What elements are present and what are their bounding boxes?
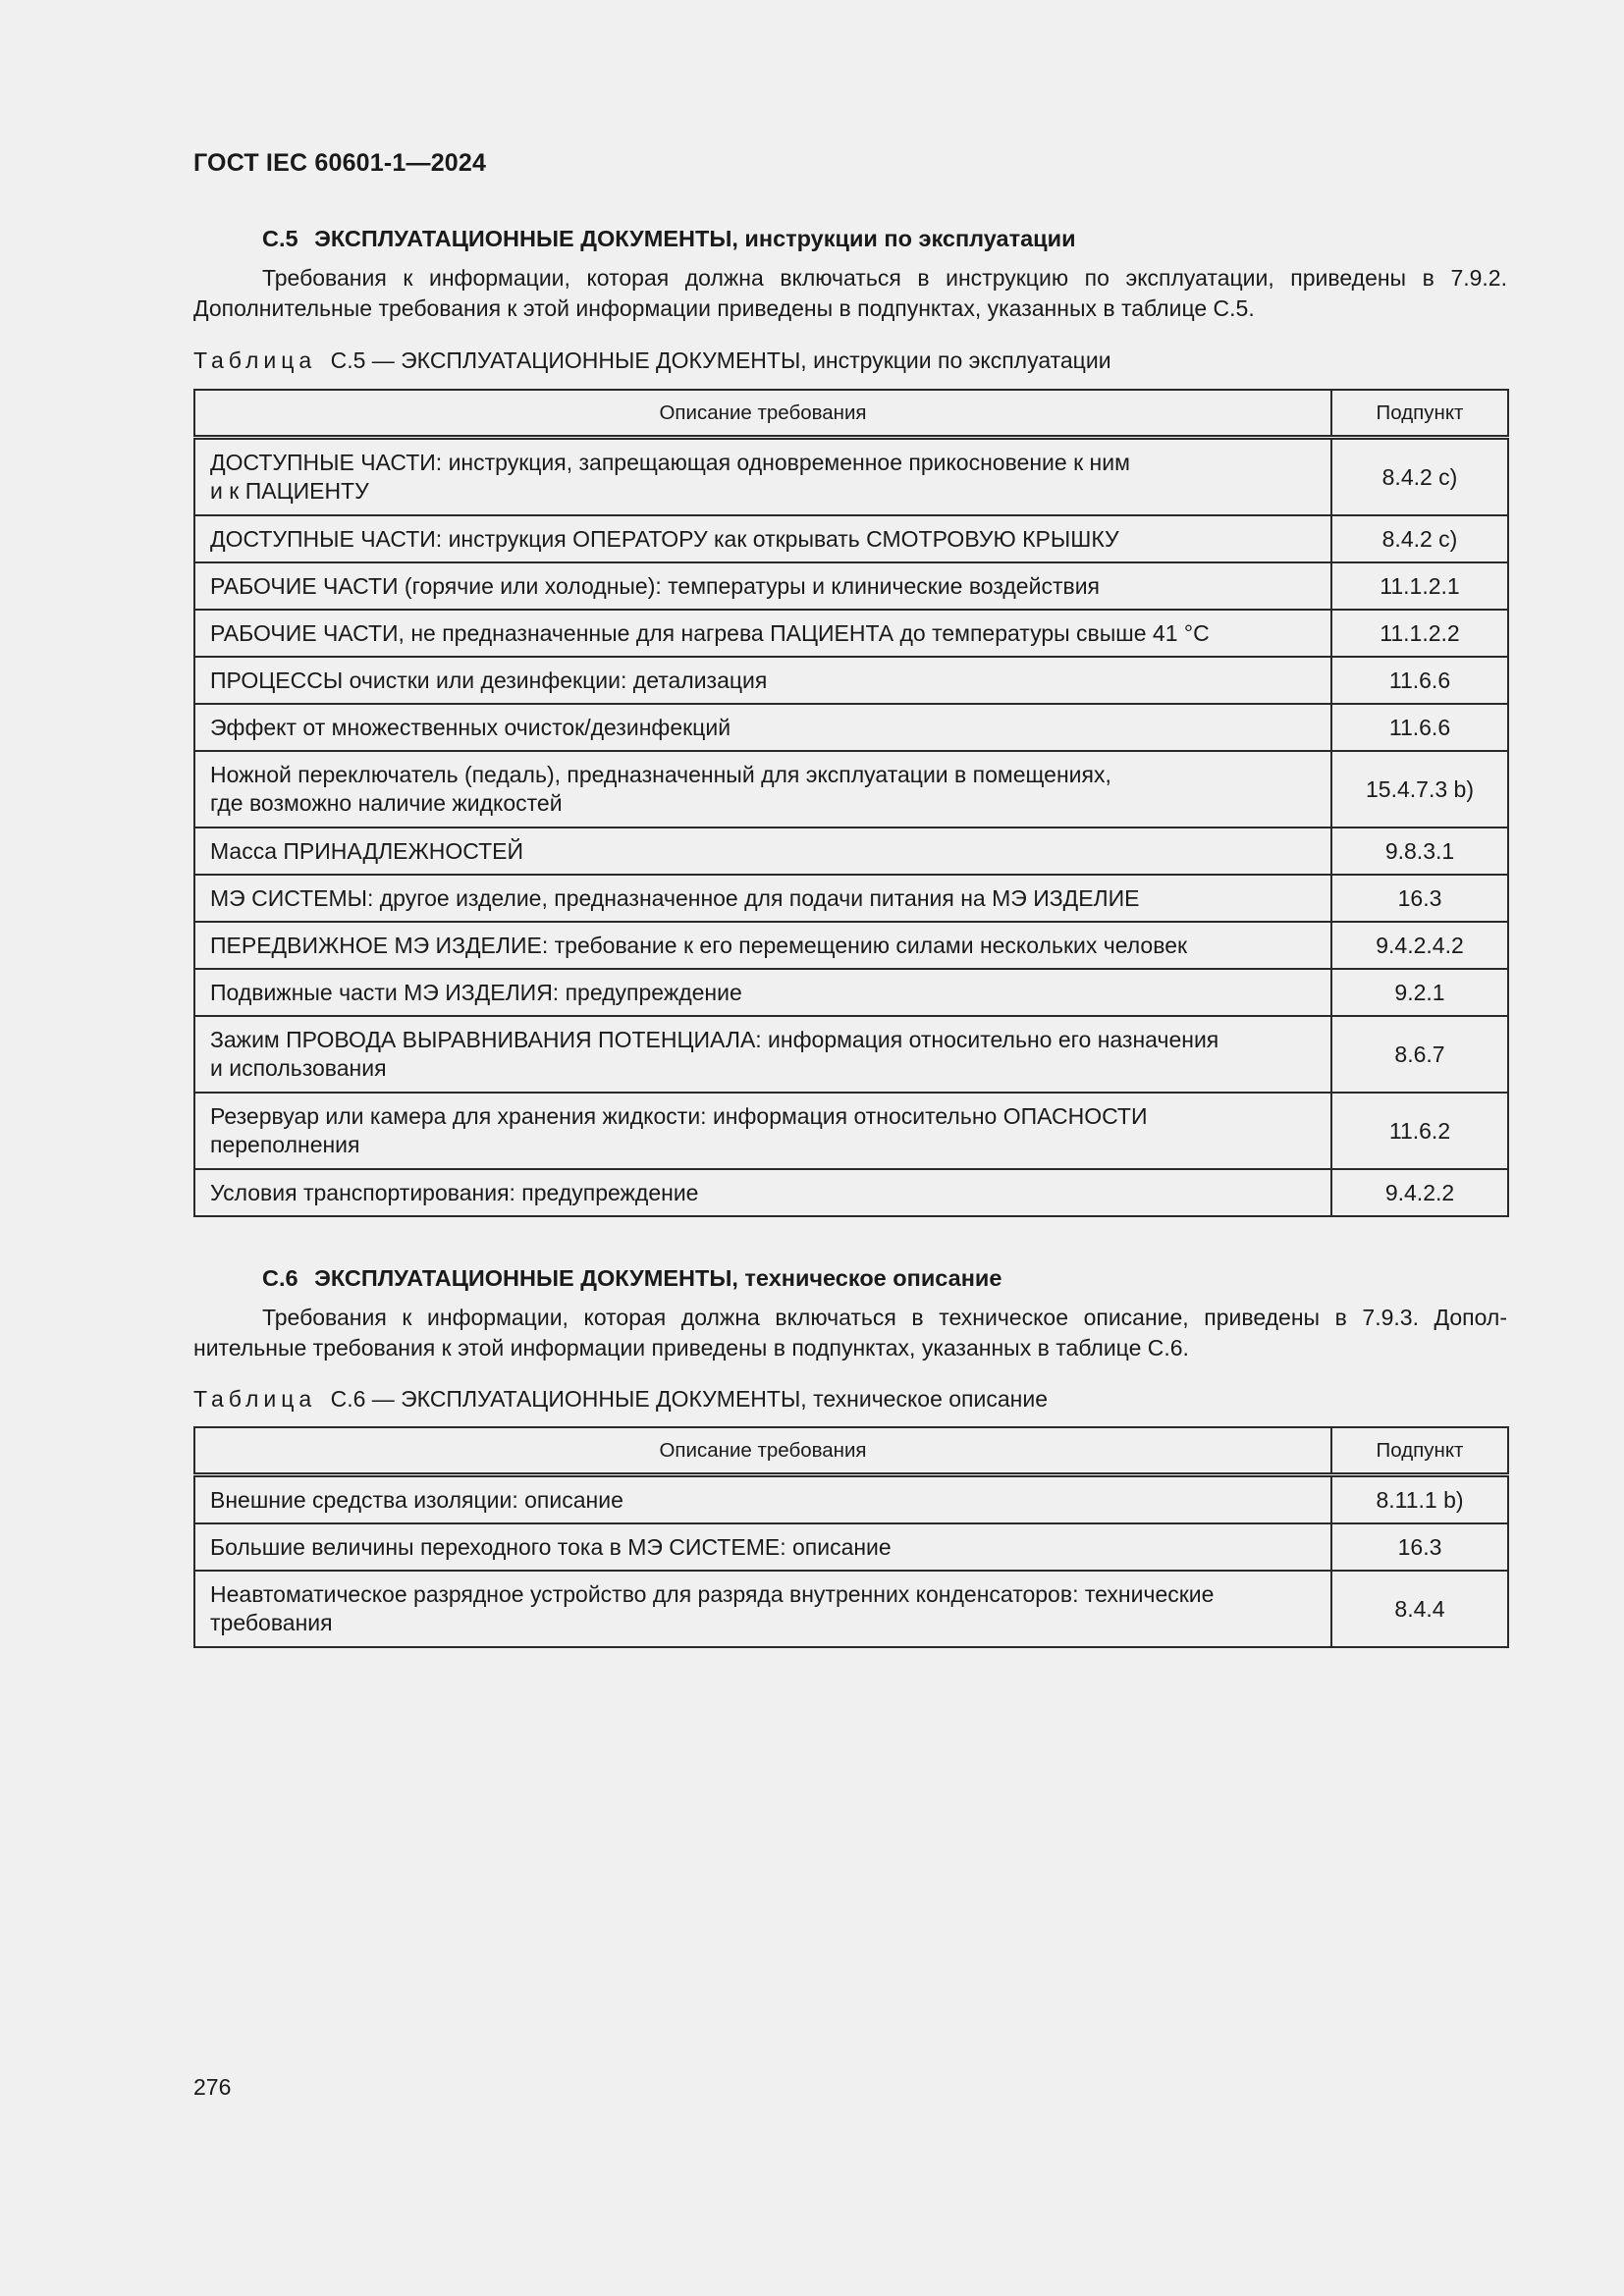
section-c6-title-bold: ЭКСПЛУАТАЦИОННЫЕ ДОКУМЕНТЫ, (314, 1265, 738, 1291)
description-line: Условия транспортирования: предупреждение (210, 1179, 699, 1205)
requirement-description (194, 515, 1331, 562)
table-row (194, 1523, 1508, 1571)
description-line: Эффект от множественных очисток/дезинфекций (210, 714, 731, 740)
clause-reference: 8.11.1 b) (1331, 1475, 1508, 1524)
table-c5-caption (193, 347, 1111, 374)
description-line: Большие величины переходного тока в МЭ СИСТЕМЕ: описание (210, 1533, 892, 1560)
section-c6-heading (262, 1265, 1001, 1292)
section-c5-number: С.5 (262, 226, 298, 251)
clause-reference: 11.1.2.1 (1331, 562, 1508, 610)
requirement-description (194, 1523, 1331, 1571)
description-line: где возможно наличие жидкостей (210, 790, 563, 816)
requirement-description (194, 1016, 1331, 1093)
table-c5-caption-text: С.5 — ЭКСПЛУАТАЦИОННЫЕ ДОКУМЕНТЫ, инструкции по эксплуатации (330, 347, 1111, 373)
description-line: ДОСТУПНЫЕ ЧАСТИ: инструкция, запрещающая одновременное прикосновение к ним (210, 450, 1130, 475)
document-header: ГОСТ IEC 60601-1—2024 (193, 149, 487, 177)
clause-reference: 8.4.2 c) (1331, 515, 1508, 562)
table-row (194, 1571, 1508, 1647)
table-row (194, 751, 1508, 828)
clause-reference: 8.4.4 (1331, 1571, 1508, 1647)
table-c6-caption (193, 1386, 1048, 1413)
section-c6-number: С.6 (262, 1265, 298, 1291)
clause-reference: 9.2.1 (1331, 969, 1508, 1016)
description-line: МЭ СИСТЕМЫ: другое изделие, предназначенное для подачи питания на МЭ ИЗДЕЛИЕ (210, 884, 1140, 911)
section-c5-title-rest: инструкции по эксплуатации (744, 226, 1076, 251)
clause-reference: 11.6.6 (1331, 704, 1508, 751)
requirement-description (194, 1093, 1331, 1169)
clause-reference: 9.8.3.1 (1331, 828, 1508, 875)
description-line: Подвижные части МЭ ИЗДЕЛИЯ: предупреждение (210, 979, 742, 1005)
table-c6-header-description: Описание требования (194, 1427, 1331, 1475)
table-c6-header-clause: Подпункт (1331, 1427, 1508, 1475)
description-line: РАБОЧИЕ ЧАСТИ (горячие или холодные): температуры и клинические воздействия (210, 572, 1100, 599)
clause-reference: 16.3 (1331, 875, 1508, 922)
description-line: Внешние средства изоляции: описание (210, 1486, 623, 1513)
section-c6-title-rest: техническое описание (744, 1265, 1002, 1291)
description-line: Резервуар или камера для хранения жидкости: информация относительно ОПАСНОСТИ (210, 1103, 1148, 1129)
table-row (194, 922, 1508, 969)
section-c5-title-bold: ЭКСПЛУАТАЦИОННЫЕ ДОКУМЕНТЫ, (314, 226, 738, 251)
description-line: ДОСТУПНЫЕ ЧАСТИ: инструкция ОПЕРАТОРУ как открывать СМОТРОВУЮ КРЫШКУ (210, 525, 1119, 552)
requirement-description (194, 828, 1331, 875)
description-line: Зажим ПРОВОДА ВЫРАВНИВАНИЯ ПОТЕНЦИАЛА: информация относительно его назначения (210, 1027, 1219, 1052)
requirement-description (194, 610, 1331, 657)
section-c5-paragraph (193, 263, 1507, 324)
section-c5-paragraph-line1: Требования к информации, которая должна включаться в инструкцию по эксплуатации, приведены в 7.9.2. (262, 265, 1507, 291)
table-row (194, 657, 1508, 704)
requirement-description (194, 704, 1331, 751)
requirement-description (194, 969, 1331, 1016)
table-c5 (193, 389, 1509, 1217)
description-line: требования (210, 1610, 333, 1635)
clause-reference: 11.1.2.2 (1331, 610, 1508, 657)
clause-reference: 11.6.2 (1331, 1093, 1508, 1169)
requirement-description (194, 1475, 1331, 1524)
table-c5-header-clause: Подпункт (1331, 390, 1508, 438)
table-row (194, 610, 1508, 657)
table-c6-caption-text: С.6 — ЭКСПЛУАТАЦИОННЫЕ ДОКУМЕНТЫ, техническое описание (330, 1386, 1048, 1412)
description-line: РАБОЧИЕ ЧАСТИ, не предназначенные для нагрева ПАЦИЕНТА до температуры свыше 41 °С (210, 619, 1210, 646)
table-c5-body (194, 438, 1508, 1217)
description-line: переполнения (210, 1132, 360, 1157)
requirement-description (194, 438, 1331, 516)
clause-reference: 11.6.6 (1331, 657, 1508, 704)
table-c5-header-description: Описание требования (194, 390, 1331, 438)
clause-reference: 15.4.7.3 b) (1331, 751, 1508, 828)
section-c6-paragraph (193, 1303, 1507, 1363)
table-row (194, 438, 1508, 516)
description-line: ПРОЦЕССЫ очистки или дезинфекции: детализация (210, 667, 768, 693)
section-c5-heading (262, 226, 1076, 252)
table-c6-caption-label: Таблица (193, 1386, 317, 1412)
description-line: Масса ПРИНАДЛЕЖНОСТЕЙ (210, 837, 524, 864)
table-c6 (193, 1426, 1509, 1648)
description-line: Ножной переключатель (педаль), предназначенный для эксплуатации в помещениях, (210, 762, 1111, 787)
page-number: 276 (193, 2074, 232, 2100)
table-row (194, 1093, 1508, 1169)
table-row (194, 562, 1508, 610)
requirement-description (194, 875, 1331, 922)
requirement-description (194, 657, 1331, 704)
clause-reference: 9.4.2.2 (1331, 1169, 1508, 1216)
table-row (194, 969, 1508, 1016)
requirement-description (194, 1169, 1331, 1216)
table-row (194, 1475, 1508, 1524)
description-line: и использования (210, 1055, 387, 1081)
section-c6-paragraph-line1: Требования к информации, которая должна включаться в техническое описание, приведены в 7.9.3. Допол- (262, 1305, 1507, 1330)
table-row (194, 1016, 1508, 1093)
requirement-description (194, 922, 1331, 969)
requirement-description (194, 1571, 1331, 1647)
requirement-description (194, 562, 1331, 610)
clause-reference: 16.3 (1331, 1523, 1508, 1571)
table-row (194, 515, 1508, 562)
table-row (194, 1169, 1508, 1216)
clause-reference: 9.4.2.4.2 (1331, 922, 1508, 969)
table-row (194, 875, 1508, 922)
section-c6-paragraph-line2: нительные требования к этой информации приведены в подпунктах, указанных в таблице С.6. (193, 1335, 1189, 1361)
table-c5-caption-label: Таблица (193, 347, 317, 373)
description-line: и к ПАЦИЕНТУ (210, 478, 369, 504)
requirement-description (194, 751, 1331, 828)
table-c6-body (194, 1475, 1508, 1648)
table-row (194, 828, 1508, 875)
clause-reference: 8.6.7 (1331, 1016, 1508, 1093)
description-line: Неавтоматическое разрядное устройство для разряда внутренних конденсаторов: технические (210, 1581, 1215, 1607)
description-line: ПЕРЕДВИЖНОЕ МЭ ИЗДЕЛИЕ: требование к его перемещению силами нескольких человек (210, 932, 1188, 958)
table-row (194, 704, 1508, 751)
clause-reference: 8.4.2 c) (1331, 438, 1508, 516)
section-c5-paragraph-line2: Дополнительные требования к этой информации приведены в подпунктах, указанных в таблице С.5. (193, 295, 1255, 321)
